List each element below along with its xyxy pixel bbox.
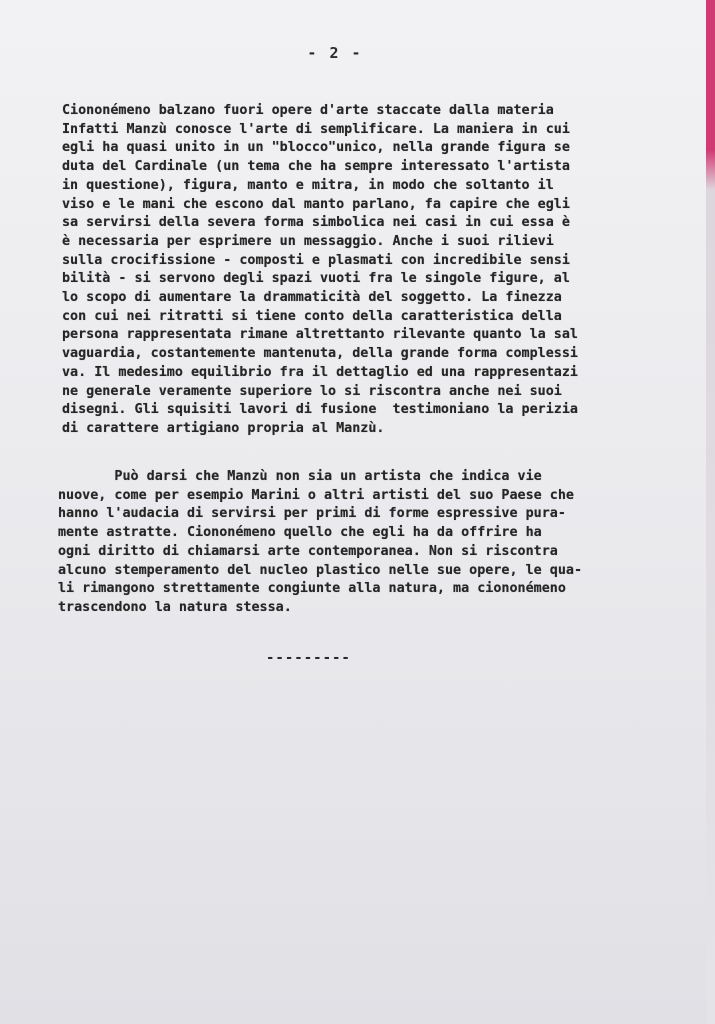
text-line: ogni diritto di chiamarsi arte contemporanea. Non si riscontra — [58, 543, 558, 559]
paragraph-2 — [58, 468, 708, 618]
text-line: duta del Cardinale (un tema che ha sempre interessato l'artista — [62, 159, 570, 175]
text-line: vaguardia, costantemente mantenuta, della grande forma complessi — [62, 346, 578, 362]
text-line: in questione), figura, manto e mitra, in modo che soltanto il — [62, 177, 554, 193]
text-line: va. Il medesimo equilibrio fra il dettaglio ed una rappresentazi — [62, 364, 578, 380]
text-line: mente astratte. Ciononémeno quello che egli ha da offrire ha — [58, 525, 542, 541]
text-line: Può darsi che Manzù non sia un artista che indica vie — [58, 469, 542, 484]
text-line: sa servirsi della severa forma simbolica nei casi in cui essa è — [62, 215, 570, 231]
text-line: egli ha quasi unito in un "blocco"unico, nella grande figura se — [62, 140, 570, 156]
text-line: con cui nei ritratti si tiene conto della caratteristica della — [62, 308, 562, 324]
text-line: lo scopo di aumentare la drammaticità del soggetto. La finezza — [62, 290, 562, 306]
text-line: è necessaria per esprimere un messaggio. Anche i suoi rilievi — [62, 233, 554, 249]
paragraph-1 — [62, 102, 712, 439]
background-edge — [706, 0, 715, 1024]
text-line: nuove, come per esempio Marini o altri artisti del suo Paese che — [58, 487, 574, 503]
page-number: - 2 - — [307, 44, 363, 62]
text-line: viso e le mani che escono dal manto parlano, fa capire che egli — [62, 196, 570, 212]
text-line: di carattere artigiano propria al Manzù. — [62, 420, 385, 436]
text-line: disegni. Gli squisiti lavori di fusione testimoniano la perizia — [62, 402, 578, 418]
text-line: Ciononémeno balzano fuori opere d'arte staccate dalla materia — [62, 103, 554, 118]
text-line: alcuno stemperamento del nucleo plastico nelle sue opere, le qua- — [58, 562, 583, 578]
text-line: sulla crocifissione - composti e plasmati con incredibile sensi — [62, 252, 570, 268]
text-line: ne generale veramente superiore lo si riscontra anche nei suoi — [62, 383, 562, 399]
text-line: Infatti Manzù conosce l'arte di semplificare. La maniera in cui — [62, 121, 570, 137]
text-line: trascendono la natura stessa. — [58, 599, 292, 615]
closing-rule: --------- — [266, 650, 351, 666]
text-line: hanno l'audacia di servirsi per primi di forme espressive pura- — [58, 506, 566, 522]
text-line: li rimangono strettamente congiunte alla natura, ma ciononémeno — [58, 581, 566, 597]
text-line: persona rappresentata rimane altrettanto rilevante quanto la sal — [62, 327, 578, 343]
text-line: bilità - si servono degli spazi vuoti fra le singole figure, al — [62, 271, 570, 287]
